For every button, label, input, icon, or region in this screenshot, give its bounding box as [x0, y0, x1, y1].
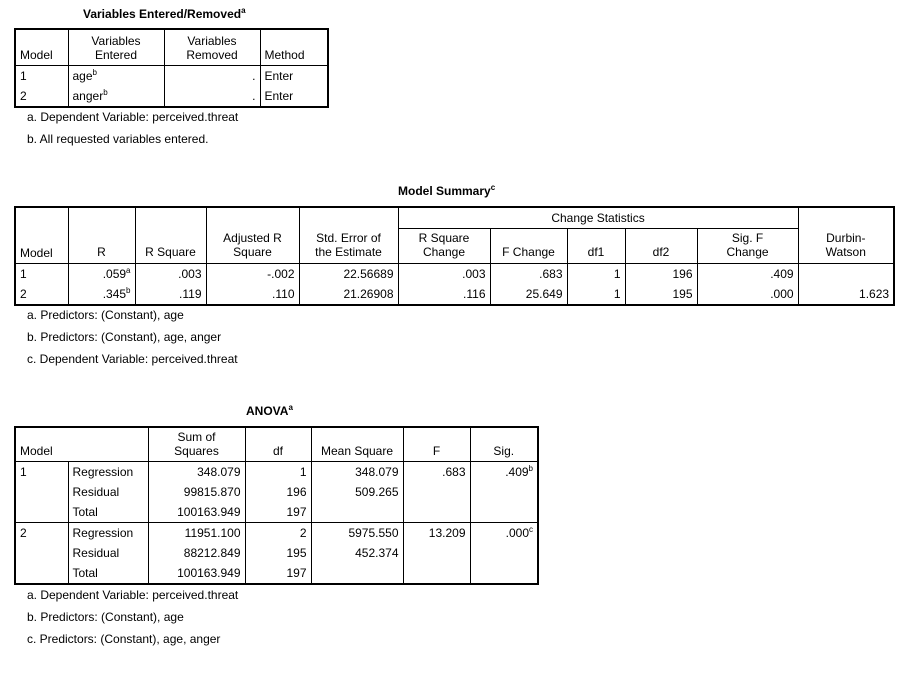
anova-table [14, 426, 539, 585]
cell-df1: 1 [567, 284, 625, 305]
table-header-row [15, 207, 894, 229]
footnote-marker: a [241, 6, 246, 15]
header-mean-square: Mean Square [311, 427, 403, 461]
table-row [15, 502, 538, 523]
cell-sig-f-change: .000 [697, 284, 798, 305]
header-line: Sum of [177, 429, 216, 444]
cell-method: Enter [260, 65, 328, 86]
footnote-marker: b [92, 67, 97, 77]
table-row [15, 563, 538, 584]
cell-source: Total [68, 502, 148, 523]
cell-entered [68, 65, 164, 86]
cell-df: 197 [245, 502, 311, 523]
cell-sum-of-squares: 100163.949 [148, 563, 245, 584]
header-sig: Sig. [470, 427, 538, 461]
footnote-marker: b [528, 463, 533, 473]
cell-df: 2 [245, 522, 311, 543]
table-row [15, 284, 894, 305]
cell-source: Residual [68, 543, 148, 563]
cell-mean-square [311, 563, 403, 584]
header-r: R [68, 207, 135, 264]
cell-sig [470, 461, 538, 482]
footnote-marker: a [126, 266, 131, 275]
header-line: the Estimate [315, 245, 382, 259]
cell-f [403, 482, 470, 502]
footnote-marker: b [103, 87, 108, 97]
footnote: b. Predictors: (Constant), age, anger [27, 330, 222, 344]
cell-text: .409 [505, 464, 529, 479]
cell-durbin-watson: 1.623 [798, 284, 894, 305]
header-df: df [245, 427, 311, 461]
header-model: Model [15, 427, 68, 461]
header-line: Durbin- [826, 231, 866, 245]
cell-model: 1 [15, 65, 68, 86]
table-row [15, 86, 328, 107]
footnote-marker: b [126, 286, 131, 295]
cell-df2: 195 [625, 284, 697, 305]
table-row [15, 482, 538, 502]
cell-mean-square: 509.265 [311, 482, 403, 502]
header-line: Variables [187, 33, 237, 48]
model-summary-title [398, 183, 495, 198]
cell-df: 196 [245, 482, 311, 502]
cell-mean-square: 452.374 [311, 543, 403, 563]
cell-entered [68, 86, 164, 107]
footnote-marker: c [529, 524, 533, 534]
cell-f [403, 543, 470, 563]
header-r-square-change [398, 229, 490, 264]
cell-f: .683 [403, 461, 470, 482]
header-variables-removed [164, 29, 260, 65]
cell-sig [470, 543, 538, 563]
cell-r-square: .003 [135, 264, 206, 285]
cell-text: .059 [102, 267, 127, 281]
cell-source: Regression [68, 522, 148, 543]
cell-text: .000 [505, 525, 529, 540]
cell-model: 1 [15, 461, 68, 522]
cell-f [403, 563, 470, 584]
header-line: Sig. F [731, 231, 764, 245]
cell-sig [470, 502, 538, 523]
table-row [15, 65, 328, 86]
cell-sum-of-squares: 11951.100 [148, 522, 245, 543]
header-df1: df1 [567, 229, 625, 264]
variables-entered-removed-title [83, 6, 246, 21]
cell-text: .345 [102, 287, 127, 301]
table-header-row [15, 29, 328, 65]
cell-sig [470, 482, 538, 502]
cell-df: 197 [245, 563, 311, 584]
variables-entered-removed-table [14, 28, 329, 108]
footnote: c. Dependent Variable: perceived.threat [27, 352, 238, 366]
cell-df: 1 [245, 461, 311, 482]
cell-source: Residual [68, 482, 148, 502]
header-line: Variables [91, 33, 141, 48]
cell-source: Regression [68, 461, 148, 482]
cell-model: 2 [15, 522, 68, 584]
cell-text: anger [72, 88, 104, 103]
cell-r-square-change: .116 [398, 284, 490, 305]
cell-model: 1 [15, 264, 68, 285]
header-line: Adjusted R [223, 231, 282, 245]
header-model-blank [68, 427, 148, 461]
header-method: Method [260, 29, 328, 65]
cell-r [68, 264, 135, 285]
footnote: a. Predictors: (Constant), age [27, 308, 184, 322]
header-df2: df2 [625, 229, 697, 264]
footnote-marker: c [490, 183, 496, 192]
header-durbin-watson [798, 207, 894, 264]
cell-removed: . [164, 65, 260, 86]
footnote-marker: a [288, 403, 293, 412]
table-row [15, 543, 538, 563]
header-line: Square [233, 245, 272, 259]
header-std-error [299, 207, 398, 264]
cell-mean-square [311, 502, 403, 523]
cell-df1: 1 [567, 264, 625, 285]
header-change-statistics: Change Statistics [398, 207, 798, 229]
cell-sig-f-change: .409 [697, 264, 798, 285]
table-title-text: Model Summary [398, 184, 491, 198]
header-line: Watson [825, 245, 866, 259]
header-line: Change [422, 245, 466, 259]
anova-title [246, 403, 293, 418]
cell-durbin-watson [798, 264, 894, 285]
footnote: a. Dependent Variable: perceived.threat [27, 110, 239, 124]
cell-method: Enter [260, 86, 328, 107]
cell-f-change: 25.649 [490, 284, 567, 305]
header-model: Model [15, 29, 68, 65]
footnote: a. Dependent Variable: perceived.threat [27, 588, 239, 602]
cell-sig [470, 563, 538, 584]
cell-model: 2 [15, 86, 68, 107]
cell-sum-of-squares: 348.079 [148, 461, 245, 482]
cell-adjusted-r-square: -.002 [206, 264, 299, 285]
cell-df: 195 [245, 543, 311, 563]
header-line: Change [726, 245, 769, 259]
header-line: Entered [94, 47, 138, 62]
header-line: Squares [174, 443, 219, 458]
cell-f-change: .683 [490, 264, 567, 285]
cell-model: 2 [15, 284, 68, 305]
table-title-text: Variables Entered/Removed [83, 7, 242, 21]
table-title-text: ANOVA [246, 404, 289, 418]
cell-r [68, 284, 135, 305]
footnote: c. Predictors: (Constant), age, anger [27, 632, 221, 646]
header-adjusted-r-square [206, 207, 299, 264]
cell-r-square: .119 [135, 284, 206, 305]
table-row [15, 264, 894, 285]
header-variables-entered [68, 29, 164, 65]
cell-mean-square: 5975.550 [311, 522, 403, 543]
cell-mean-square: 348.079 [311, 461, 403, 482]
cell-adjusted-r-square: .110 [206, 284, 299, 305]
header-f-change: F Change [490, 229, 567, 264]
cell-r-square-change: .003 [398, 264, 490, 285]
table-row [15, 461, 538, 482]
table-header-row [15, 427, 538, 461]
header-line: Removed [186, 47, 238, 62]
cell-sum-of-squares: 88212.849 [148, 543, 245, 563]
header-sum-of-squares [148, 427, 245, 461]
cell-f: 13.209 [403, 522, 470, 543]
cell-f [403, 502, 470, 523]
header-f: F [403, 427, 470, 461]
cell-std-error: 22.56689 [299, 264, 398, 285]
header-model: Model [15, 207, 68, 264]
cell-source: Total [68, 563, 148, 584]
model-summary-table [14, 206, 895, 306]
cell-std-error: 21.26908 [299, 284, 398, 305]
cell-removed: . [164, 86, 260, 107]
cell-text: age [72, 68, 93, 83]
footnote: b. All requested variables entered. [27, 132, 209, 146]
header-line: Std. Error of [316, 231, 381, 245]
header-r-square: R Square [135, 207, 206, 264]
cell-sig [470, 522, 538, 543]
table-row [15, 522, 538, 543]
header-line: R Square [418, 231, 470, 245]
cell-sum-of-squares: 100163.949 [148, 502, 245, 523]
cell-sum-of-squares: 99815.870 [148, 482, 245, 502]
cell-df2: 196 [625, 264, 697, 285]
footnote: b. Predictors: (Constant), age [27, 610, 184, 624]
header-sig-f-change [697, 229, 798, 264]
